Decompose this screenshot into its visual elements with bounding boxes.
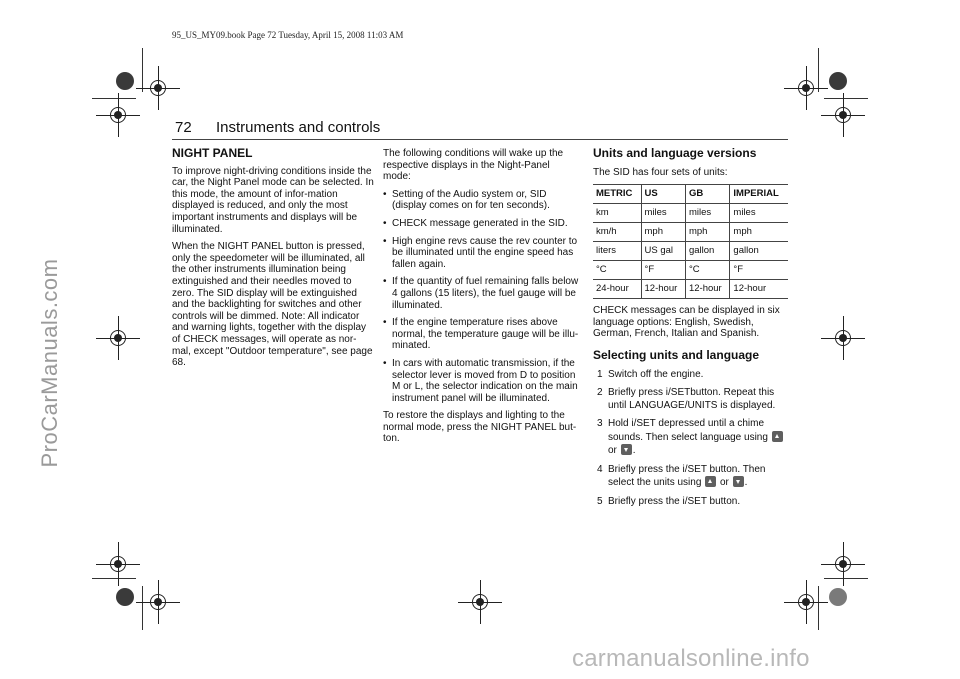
step-text: Briefly press i/SETbutton. Repeat this until LANGUAGE/UNITS is displayed. xyxy=(608,387,776,411)
crosshair-mark-icon xyxy=(798,594,814,610)
units-heading: Units and language versions xyxy=(593,146,757,160)
step-item xyxy=(593,418,790,458)
crosshair-mark-icon xyxy=(835,556,851,572)
crosshair-mark-icon xyxy=(110,330,126,346)
arrow-up-button-icon xyxy=(705,476,716,487)
registration-disc-icon xyxy=(829,72,847,90)
page-title: Instruments and controls xyxy=(216,119,381,136)
table-header-row xyxy=(593,185,788,204)
trim-mark xyxy=(92,98,136,99)
watermark-bottom: carmanualsonline.info xyxy=(572,645,810,672)
header-rule xyxy=(172,139,788,140)
table-cell: US gal xyxy=(641,242,685,261)
arrow-up-button-icon xyxy=(772,431,783,442)
night-panel-heading: NIGHT PANEL xyxy=(172,146,253,160)
step-number: 5 xyxy=(597,495,603,507)
arrow-down-button-icon xyxy=(621,444,632,455)
table-cell: °F xyxy=(641,261,685,280)
list-item: • Setting of the Audio system or, SID (display comes on for ten seconds). xyxy=(383,189,579,212)
trim-mark xyxy=(824,98,868,99)
step-text-end: . xyxy=(632,445,636,457)
registration-disc-icon xyxy=(116,72,134,90)
table-cell: liters xyxy=(593,242,641,261)
night-panel-para1: To improve night-driving conditions inside the car, the Night Panel mode can be selected. In this mode, the amount of infor-mation displayed is reduced, and only the most important instruments and displays will be illuminated. xyxy=(172,165,374,235)
registration-disc-icon xyxy=(829,588,847,606)
table-cell: miles xyxy=(730,204,788,223)
units-table xyxy=(593,184,788,299)
step-text: Briefly press the i/SET button. xyxy=(608,495,741,507)
list-item: • If the quantity of fuel remaining falls below 4 gallons (15 liters), the fuel gauge will be illuminated. xyxy=(383,276,579,311)
table-row xyxy=(593,204,788,223)
step-item xyxy=(593,496,790,509)
step-item xyxy=(593,369,790,382)
table-row xyxy=(593,261,788,280)
arrow-down-button-icon xyxy=(733,476,744,487)
trim-mark xyxy=(92,578,136,579)
column-header: GB xyxy=(685,185,729,204)
night-panel-para2: When the NIGHT PANEL button is pressed, only the speedometer will be illuminated, all the other instruments illumination being extinguished and their needles moved to zero. The SID display will be extinguished and the backlighting for switches and other controls will be dimmed. Note: All indicator and warning lights, together with the display of CHECK messages, will operate as nor-mal, except "Outdoor temperature", see page 68. xyxy=(172,241,373,369)
units-intro: The SID has four sets of units: xyxy=(593,166,728,178)
page-number: 72 xyxy=(175,119,192,136)
table-row xyxy=(593,280,788,299)
table-cell: mph xyxy=(685,223,729,242)
crosshair-mark-icon xyxy=(835,107,851,123)
trim-mark xyxy=(142,48,143,92)
step-text: Hold i/SET depressed until a chime sounds. Then select language using xyxy=(608,418,768,443)
table-cell: 24-hour xyxy=(593,280,641,299)
table-cell: mph xyxy=(730,223,788,242)
table-cell: gallon xyxy=(685,242,729,261)
table-row xyxy=(593,223,788,242)
trim-mark xyxy=(818,48,819,92)
registration-disc-icon xyxy=(116,588,134,606)
table-cell: 12-hour xyxy=(730,280,788,299)
list-item: • If the engine temperature rises above normal, the temperature gauge will be illu-minated. xyxy=(383,317,579,352)
table-cell: mph xyxy=(641,223,685,242)
table-cell: km xyxy=(593,204,641,223)
watermark-left: ProCarManuals.com xyxy=(37,258,62,468)
wake-list xyxy=(383,189,579,405)
wake-intro: The following conditions will wake up the respective displays in the Night-Panel mode: xyxy=(383,148,564,183)
table-cell: 12-hour xyxy=(685,280,729,299)
step-item xyxy=(593,387,790,412)
table-cell: miles xyxy=(685,204,729,223)
selecting-heading: Selecting units and language xyxy=(593,347,760,362)
step-text: Briefly press the i/SET button. Then select the units using xyxy=(608,463,766,489)
table-cell: °C xyxy=(593,261,641,280)
table-cell: gallon xyxy=(730,242,788,261)
restore-text: To restore the displays and lighting to the normal mode, press the NIGHT PANEL but-ton. xyxy=(383,410,577,445)
crosshair-mark-icon xyxy=(150,80,166,96)
table-cell: km/h xyxy=(593,223,641,242)
check-languages-text: CHECK messages can be displayed in six language options: English, Swedish, German, French, Italian and Spanish. xyxy=(593,305,780,340)
step-number: 4 xyxy=(597,463,603,475)
step-number: 2 xyxy=(597,387,603,399)
column-header: US xyxy=(641,185,685,204)
crosshair-mark-icon xyxy=(110,556,126,572)
list-item: • In cars with automatic transmission, if the selector lever is moved from D to position M or L, the selector indication on the main instrument panel will be illuminated. xyxy=(383,358,579,404)
crosshair-mark-icon xyxy=(798,80,814,96)
list-item: • High engine revs cause the rev counter to be illuminated until the engine speed has fallen again. xyxy=(383,236,579,271)
column-wake-conditions xyxy=(383,148,579,451)
trim-mark xyxy=(824,578,868,579)
crosshair-mark-icon xyxy=(150,594,166,610)
crosshair-mark-icon xyxy=(835,330,851,346)
table-row xyxy=(593,242,788,261)
column-units-language xyxy=(593,148,790,514)
print-header: 95_US_MY09.book Page 72 Tuesday, April 15, 2008 11:03 AM xyxy=(172,30,404,40)
step-text-or: or xyxy=(608,445,617,457)
step-text-end: . xyxy=(744,477,748,489)
steps-list xyxy=(593,369,790,509)
step-number: 3 xyxy=(597,418,603,430)
trim-mark xyxy=(142,586,143,630)
table-cell: miles xyxy=(641,204,685,223)
table-cell: 12-hour xyxy=(641,280,685,299)
crosshair-mark-icon xyxy=(110,107,126,123)
column-night-panel xyxy=(172,148,374,375)
crosshair-mark-icon xyxy=(472,594,488,610)
list-item: • CHECK message generated in the SID. xyxy=(383,218,579,230)
column-header: METRIC xyxy=(593,185,641,204)
trim-mark xyxy=(818,586,819,630)
table-cell: °C xyxy=(685,261,729,280)
step-text-or: or xyxy=(719,477,729,489)
step-number: 1 xyxy=(597,368,603,380)
column-header: IMPERIAL xyxy=(730,185,788,204)
step-text: Switch off the engine. xyxy=(608,368,704,380)
step-item xyxy=(593,464,790,490)
table-cell: °F xyxy=(730,261,788,280)
